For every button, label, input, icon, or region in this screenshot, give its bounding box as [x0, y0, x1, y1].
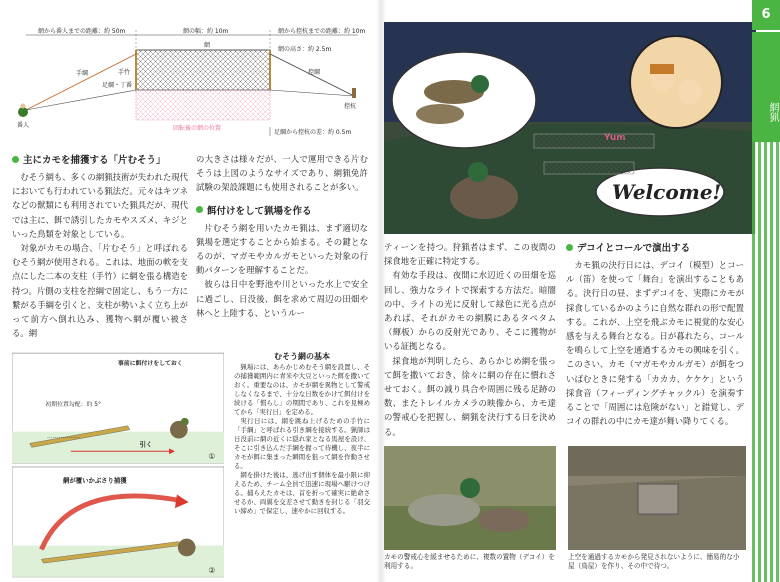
basic-para-1: 猟場には、あらかじめむそう網を設置し、その捕獲範囲内に青米や大豆といった餌を撒いておく。重要なのは、カモが網を異物として警戒しなくなるまで、十分な日数をかけて餌付けを続ける「慣らし」の期間であり、これを見極めてから「実行日」を定める。 — [234, 363, 370, 416]
net — [136, 50, 270, 90]
section-1-continued-text: の大きさは様々だが、一人で運用できる片むそうは上図のようなサイズであり、網猟免許試験の架設課題にも使用されることが多い。 — [196, 154, 368, 193]
net-after-label: 回転後の網の位置 — [173, 125, 222, 132]
duck-captured — [178, 539, 196, 557]
dist-stake-label: 網から控杭までの距離：約 10m — [278, 28, 366, 35]
panel-1-number: ① — [208, 452, 216, 462]
section-1-heading: 主にカモを捕獲する「片むそう」 — [12, 152, 188, 166]
caption-1: カモの警戒心を緩ませるために、複数の置物（デコイ）を利用する。 — [384, 553, 555, 570]
dist-hunter-label: 網から番人までの距離：約 50m — [38, 28, 126, 35]
section-1-continued — [196, 152, 368, 320]
flying-duck — [450, 175, 518, 219]
section-2-para-2: 彼らは日中を野池や川といった水上で安全に過ごし、日没後、餌を求めて周辺の田畑や林へと上陸する、というルー — [196, 279, 368, 318]
hunter-label: 番人 — [17, 122, 30, 129]
net-layout-diagram — [8, 24, 368, 144]
side-tab-stripe — [752, 142, 780, 582]
te-bashira-label: 手竹 — [118, 69, 131, 76]
capture-label: 網が覆いかぶさり捕獲 — [63, 476, 127, 485]
section-2-para-1: 片むそう網を用いたカモ猟は、まず適切な猟場を選定することから始まる。その鍵となるのが、マガモやカルガモといった対象の行動パターンを理解することだ。 — [196, 222, 368, 276]
section-3 — [384, 240, 556, 439]
te-zuna-label: 手綱 — [76, 70, 89, 77]
section-4-heading: デコイとコールで演出する — [566, 240, 744, 254]
section-1 — [12, 152, 188, 340]
ashi-tsuna-label: 足綱・丁番 — [102, 82, 133, 89]
blind-photo — [568, 446, 746, 550]
section-3-continued-text: ティーンを持つ。狩猟者はまず、この夜間の採食地を正確に特定する。 — [384, 242, 556, 267]
basic-title: むそう網の基本 — [274, 352, 330, 361]
basic-explanation — [234, 352, 370, 516]
right-page — [384, 0, 756, 582]
section-1-para-1: むそう網も、多くの網猟技術が失われた現代においても行われている猟法だ。元々はキツネなどの獣類にも利用されていた猟具だが、現代では主に、餌で誘引したカモやスズメ、キジといった鳥類を対象としている。 — [12, 172, 188, 239]
technique-illustration — [12, 350, 228, 578]
net-width-label: 網の幅：約 10m — [183, 28, 229, 35]
section-1-para-2: 対象がカモの場合、「片むそう」と呼ばれるむそう網が使用される。これは、地面の軟を支点にした二本の支柱（手竹）に網を張る構造を持つ。片側の支柱を控綱で固定し、もう一方に繋がる手綱を引くと、支柱が勢いよく立ち上がって前方へ倒れ込み、獲物へ網が覆い被さる。網 — [12, 243, 188, 339]
section-3-para-2: 採食地が判明したら、あらかじめ網を張って餌を撒いておき、徐々に網の存在に慣れさせておく。餌の減り具合や周囲に残る足跡の数、またトレイルカメラの映像から、カモ達の警戒心を把握し、網猟を決行する日を決める。 — [384, 355, 556, 437]
section-2-heading: 餌付けをして猟場を作る — [196, 203, 368, 217]
side-tab-label: 網猟 — [752, 32, 780, 142]
net-after-rotation — [136, 90, 270, 120]
decoy-photo — [384, 446, 556, 550]
feed-label: 事前に餌付けをしておく — [118, 360, 183, 367]
caption-2: 上空を通過するカモから発見されないように、簡易的な小屋（鳥屋）を作り、その中で待つ。 — [568, 553, 740, 570]
panel-2-number: ② — [208, 565, 216, 575]
height-diff-label: 足綱から控杭の差：約 0.5m — [274, 129, 352, 136]
section-3-para-1: 有効な手段は、夜間に水辺近くの田畑を巡回し、強力なライトで探索する方法だ。暗闇の中、ライトの光に反射して緑色に光る点があれば、それがカモの網膜にあるタペタム（輝板）からの反射光であり、そこに獲物がいる証拠となる。 — [384, 270, 556, 352]
comic-illustration — [384, 22, 756, 234]
net-height-label: 網の高さ：約 2.5m — [278, 46, 332, 53]
magnifier-hunters — [630, 36, 722, 128]
angle-label: 初期位置勾配：約 5° — [45, 402, 101, 409]
section-4-para-1: カモ猟の決行日には、デコイ（模型）とコール（笛）を使って「舞台」を演出することもある。決行日の昼、まずデコイを、実際にカモが採食しているかのように自然な群れの形で配置する。これが、上空を飛ぶカモに視覚的な安心感を与える舞台となる。日が暮れたら、コールを鳴らして上空を通過するカモの興味を引く。このさい、カモ（マガモやカルガモ）が餌をついばむときに発する「カカカ、ケケケ」という採食音（フィーディングチャックル）を演奏することで「周囲には危険がない」と錯覚し、デコイの群れの中にカモ達が舞い降りてくる。 — [566, 260, 744, 427]
welcome-text: Welcome! — [612, 180, 722, 204]
basic-para-3: 網を掛けた後は、逃げ出す個体を最小限に抑えるため、チーム全員で迅速に現場へ駆けつける。捕らえたカモは、首を折って確実に絶命させるか、両翼を交差させて動きを封じる「羽交い締め」で保定し、速やかに回収する。 — [234, 471, 370, 515]
hikae-kui-label: 控杭 — [344, 103, 357, 110]
left-page — [0, 0, 378, 582]
section-4 — [566, 240, 744, 428]
net-label: 網 — [204, 42, 211, 49]
basic-para-2: 実行日には、網を跳ね上げるための手竹に「手綱」と呼ばれる引き綱を接続する。猟師は日没前に網の近くに隠れ家となる馬屋を設け、そこに引き込んだ手綱を握って待機し、夜半にカモが餌に集まった瞬間を狙って網を作動させる。 — [234, 417, 370, 470]
page-number: 6 — [752, 0, 780, 30]
hikae-zuna-label: 控綱 — [308, 69, 321, 76]
pull-label: 引く — [139, 440, 153, 449]
